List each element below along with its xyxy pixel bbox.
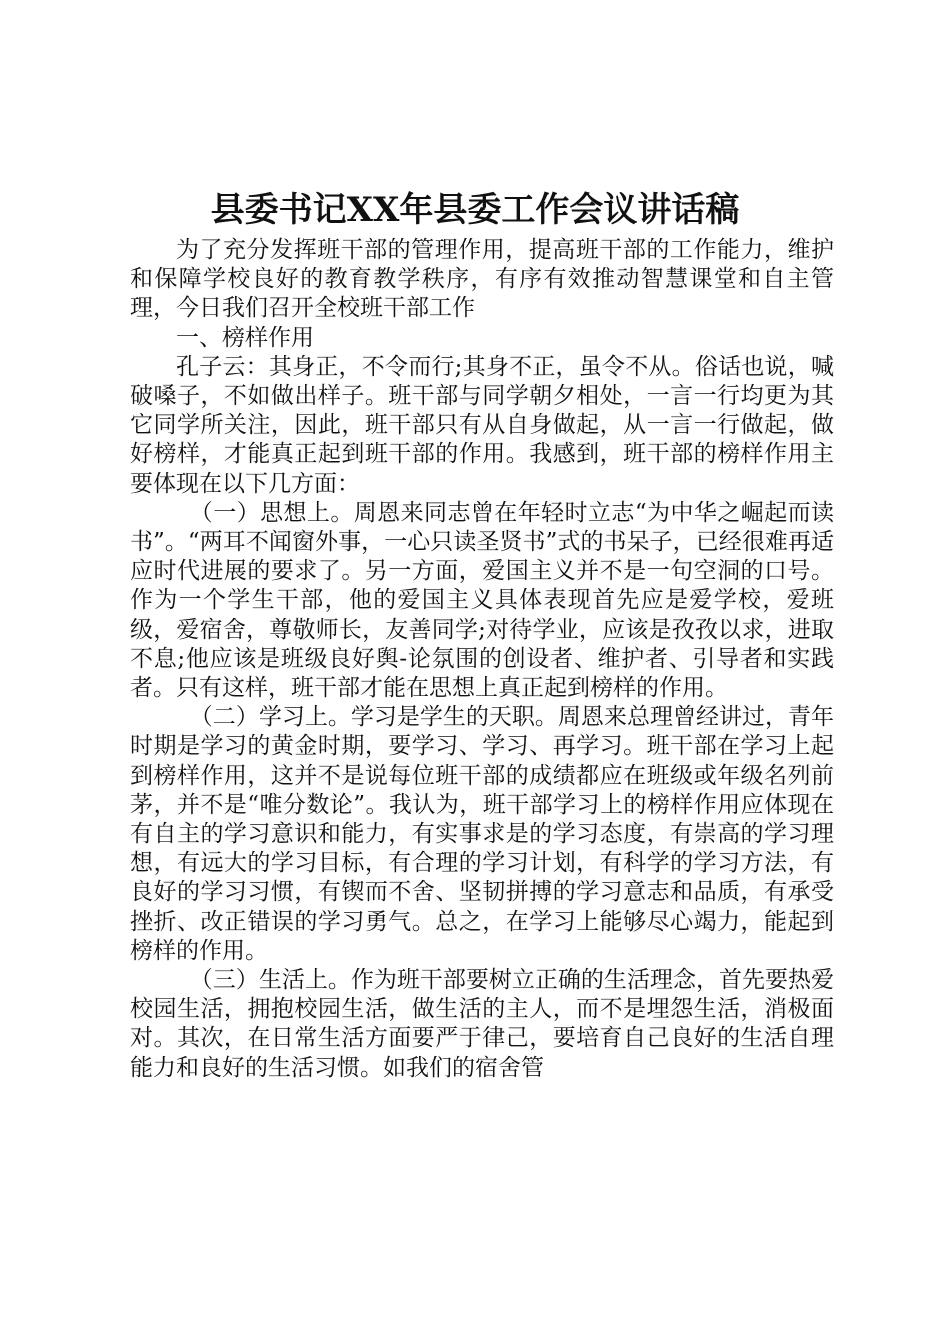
document-body	[130, 236, 834, 1083]
document-title: 县委书记XX年县委工作会议讲话稿	[210, 190, 740, 230]
section-heading: 一、榜样作用	[176, 324, 314, 351]
paragraph-intro: 为了充分发挥班干部的管理作用，提高班干部的工作能力，维护和保障学校良好的教育教学秩序，有序有效推动智慧课堂和自主管理，今日我们召开全校班干部工作	[130, 237, 834, 322]
paragraph-study: （二）学习上。学习是学生的天职。周恩来总理曾经讲过，青年时期是学习的黄金时期，要学习、学习、再学习。班干部在学习上起到榜样作用，这并不是说每位班干部的成绩都应在班级或年级名列前茅，并不是“唯分数论”。我认为，班干部学习上的榜样作用应体现在有自主的学习意识和能力，有实事求是的学习态度，有崇高的学习理想，有远大的学习目标，有合理的学习计划，有科学的学习方法，有良好的学习习惯，有锲而不舍、坚韧拼搏的学习意志和品质，有承受挫折、改正错误的学习勇气。总之，在学习上能够尽心竭力，能起到榜样的作用。	[130, 704, 834, 964]
paragraph-thought: （一）思想上。周恩来同志曾在年轻时立志“为中华之崛起而读书”。“两耳不闻窗外事，一心只读圣贤书”式的书呆子，已经很难再适应时代进展的要求了。另一方面，爱国主义并不是一句空洞的口号。作为一个学生干部，他的爱国主义具体表现首先应是爱学校，爱班级，爱宿舍，尊敬师长，友善同学;对待学业，应该是孜孜以求，进取不息;他应该是班级良好舆-论氛围的创设者、维护者、引导者和实践者。只有这样，班干部才能在思想上真正起到榜样的作用。	[130, 499, 834, 702]
paragraph-life: （三）生活上。作为班干部要树立正确的生活理念，首先要热爱校园生活，拥抱校园生活，做生活的主人，而不是埋怨生活，消极面对。其次，在日常生活方面要严于律己，要培育自己良好的生活自理能力和良好的生活习惯。如我们的宿舍管	[130, 967, 834, 1081]
paragraph-confucius: 孔子云：其身正，不令而行;其身不正，虽令不从。俗话也说，喊破嗓子，不如做出样子。班干部与同学朝夕相处，一言一行均更为其它同学所关注，因此，班干部只有从自身做起，从一言一行做起，做好榜样，才能真正起到班干部的作用。我感到，班干部的榜样作用主要体现在以下几方面：	[130, 353, 834, 497]
